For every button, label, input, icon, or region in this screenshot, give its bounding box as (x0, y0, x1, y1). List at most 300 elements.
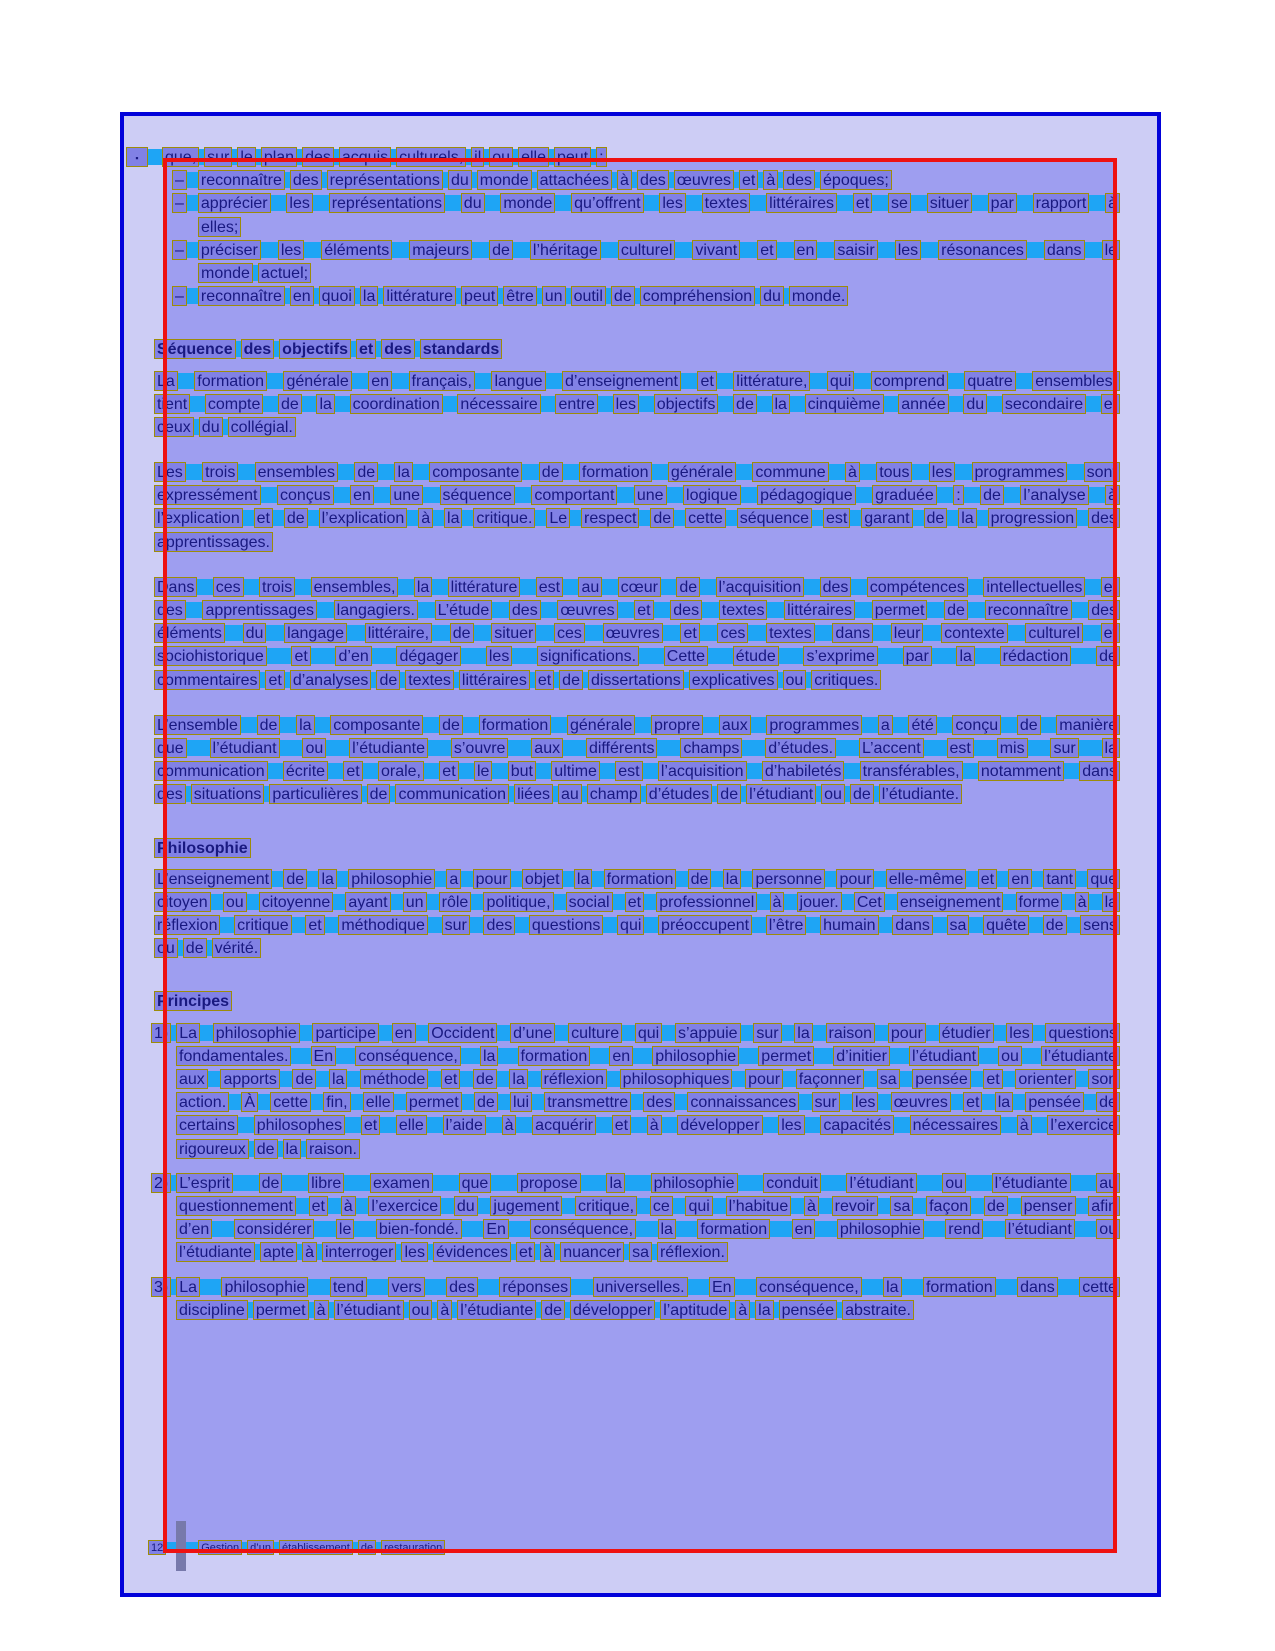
block-intro-line (135, 147, 1120, 170)
word-highlight: la (794, 1023, 812, 1043)
space-highlight (644, 195, 660, 211)
space-highlight (911, 195, 927, 211)
space-highlight (1089, 195, 1105, 211)
word-highlight: la (958, 508, 976, 528)
space-highlight (1008, 625, 1026, 641)
word-highlight: critique, (575, 1196, 637, 1216)
word-highlight: ou (998, 1046, 1022, 1066)
text-line (154, 991, 1120, 1014)
word-highlight: sur (753, 1023, 781, 1043)
word-highlight: les (486, 646, 512, 666)
space-highlight (337, 871, 348, 887)
word-highlight: s’exprime (803, 646, 877, 666)
word-highlight: pour (888, 1023, 926, 1043)
word-highlight: monde (477, 170, 532, 190)
word-highlight: ou (821, 784, 845, 804)
word-highlight: du (243, 623, 267, 643)
word-highlight: la (606, 1173, 624, 1193)
space-highlight (486, 1117, 502, 1133)
word-highlight: ensembles (255, 462, 338, 482)
text-line (154, 170, 1120, 193)
space-highlight (644, 894, 656, 910)
word-highlight: langue (491, 371, 545, 391)
space-highlight (894, 1117, 910, 1133)
space-highlight (1067, 464, 1083, 480)
space-highlight (311, 1094, 323, 1110)
word-highlight: l’être (766, 915, 807, 935)
word-highlight: œuvres (557, 600, 617, 620)
word-highlight: et (254, 508, 273, 528)
word-highlight: philosophie (837, 1219, 924, 1239)
word-highlight: L’esprit (176, 1173, 233, 1193)
word-highlight: : (953, 485, 963, 505)
space-highlight (515, 487, 531, 503)
word-highlight: En (311, 1046, 337, 1066)
word-highlight: reconnaître (198, 170, 285, 190)
word-highlight: et (361, 1115, 380, 1135)
word-highlight: l’étudiant (334, 1300, 404, 1320)
word-highlight: la (480, 1046, 498, 1066)
block-para-philosophie (154, 869, 1120, 962)
word-highlight: comprend (871, 371, 948, 391)
word-highlight: ces (554, 623, 585, 643)
word-highlight: les (278, 240, 304, 260)
word-highlight: afin (1088, 1196, 1120, 1216)
word-highlight: écrite (283, 761, 328, 781)
space-highlight (380, 1117, 396, 1133)
space-highlight (508, 740, 531, 756)
word-highlight: la (394, 462, 412, 482)
word-highlight: conséquence, (355, 1046, 461, 1066)
word-highlight: cœur (618, 577, 661, 597)
word-highlight: participe (312, 1023, 378, 1043)
space-highlight (966, 871, 977, 887)
word-highlight: transmettre (544, 1092, 631, 1112)
space-highlight (652, 464, 668, 480)
footer-title (198, 1540, 445, 1555)
space-highlight (639, 396, 654, 412)
word-highlight: la (1102, 738, 1120, 758)
space-highlight (187, 195, 198, 211)
word-highlight: logique (683, 485, 741, 505)
word-highlight: L’ensemble (154, 715, 241, 735)
word-highlight: de (450, 623, 474, 643)
word-highlight: Cette (664, 646, 708, 666)
word-highlight: en (794, 240, 818, 260)
word-highlight: actuel; (258, 263, 311, 283)
space-highlight (996, 1279, 1017, 1295)
word-highlight: en (792, 1219, 816, 1239)
word-highlight: examen (370, 1173, 433, 1193)
word-highlight: à (647, 1115, 662, 1135)
word-highlight: fin, (323, 1092, 350, 1112)
space-highlight (782, 1025, 795, 1041)
space-highlight (563, 464, 579, 480)
word-highlight: à (314, 1300, 329, 1320)
space-highlight (398, 579, 413, 595)
text-line (154, 1300, 1120, 1323)
word-highlight: de (688, 869, 712, 889)
space-highlight (1085, 242, 1102, 258)
space-highlight (208, 1071, 221, 1087)
space-highlight (563, 740, 586, 756)
space-highlight (317, 602, 334, 618)
space-highlight (338, 464, 354, 480)
word-highlight: qu’offrent (571, 193, 643, 213)
space-highlight (955, 464, 971, 480)
space-highlight (951, 1094, 963, 1110)
word-highlight: la (574, 869, 592, 889)
space-highlight (1003, 1071, 1016, 1087)
space-highlight (854, 373, 870, 389)
space-highlight (570, 510, 581, 526)
list-marker: 1) (151, 1023, 171, 1043)
word-highlight: penser (1021, 1196, 1076, 1216)
word-highlight: de (354, 462, 378, 482)
space-highlight (280, 717, 296, 733)
space-highlight (427, 894, 439, 910)
space-highlight (392, 373, 408, 389)
space-highlight (921, 242, 938, 258)
space-highlight (805, 1117, 821, 1133)
block-heading-principes (154, 991, 1120, 1014)
word-highlight: est (615, 761, 642, 781)
space-highlight (244, 579, 259, 595)
word-highlight: et (1101, 394, 1120, 414)
word-highlight: l’explication (154, 508, 243, 528)
word-highlight: de (1096, 646, 1120, 666)
space-highlight (461, 1048, 480, 1064)
word-highlight: tous (876, 462, 912, 482)
space-highlight (354, 1221, 375, 1237)
word-highlight: l’étudiant (846, 1173, 916, 1193)
space-highlight (864, 1071, 877, 1087)
word-highlight: aux (719, 715, 751, 735)
word-highlight: à (763, 170, 778, 190)
word-highlight: textes (766, 623, 815, 643)
space-highlight (535, 510, 546, 526)
space-highlight (423, 487, 439, 503)
space-highlight (462, 510, 473, 526)
word-highlight: collégial. (228, 417, 296, 437)
word-highlight: littéraires (459, 670, 530, 690)
word-highlight: et (1101, 623, 1120, 643)
word-highlight: et (634, 600, 653, 620)
word-highlight: des (820, 577, 852, 597)
space-highlight (815, 1221, 836, 1237)
space-highlight (238, 1117, 254, 1133)
word-highlight: à (617, 170, 632, 190)
space-highlight (314, 1221, 335, 1237)
word-highlight: questions (1045, 1023, 1120, 1043)
word-highlight: du (454, 1196, 478, 1216)
word-highlight: apprécier (198, 193, 271, 213)
space-highlight (475, 373, 491, 389)
space-highlight (497, 1071, 510, 1087)
space-highlight (478, 1279, 499, 1295)
space-highlight (1013, 1094, 1025, 1110)
word-highlight: sa (629, 1242, 652, 1262)
word-highlight: des (1088, 508, 1120, 528)
space-highlight (1001, 717, 1017, 733)
space-highlight (304, 242, 321, 258)
word-highlight: composante (429, 462, 522, 482)
word-highlight: et (625, 892, 644, 912)
space-highlight (923, 625, 941, 641)
word-highlight: et (963, 1092, 982, 1112)
text-line (154, 670, 1120, 693)
word-highlight: des (643, 1092, 675, 1112)
space-highlight (617, 487, 633, 503)
word-highlight: de (650, 508, 674, 528)
word-highlight: de (183, 938, 207, 958)
space-highlight (662, 1025, 675, 1041)
word-highlight: des (241, 339, 275, 359)
space-highlight (148, 149, 162, 165)
word-highlight: différents (586, 738, 658, 758)
word-highlight: trois (259, 577, 295, 597)
word-highlight: des (783, 170, 815, 190)
word-highlight: d’analyses (290, 670, 372, 690)
space-highlight (971, 1071, 984, 1087)
word-highlight: L’accent (859, 738, 924, 758)
space-highlight (661, 579, 676, 595)
space-highlight (836, 740, 859, 756)
space-highlight (536, 763, 551, 779)
space-highlight (432, 579, 447, 595)
text-line (154, 339, 1120, 362)
space-highlight (1001, 1117, 1017, 1133)
word-highlight: sur (812, 1092, 840, 1112)
space-highlight (1028, 740, 1051, 756)
word-highlight: des (381, 339, 415, 359)
word-highlight: situer (491, 623, 536, 643)
space-highlight (637, 1198, 650, 1214)
word-highlight: permet (758, 1046, 814, 1066)
space-highlight (300, 1025, 313, 1041)
word-highlight: pensée (912, 1069, 971, 1089)
word-highlight: méthode (360, 1069, 428, 1089)
space-highlight (325, 917, 339, 933)
word-highlight: communication (395, 784, 509, 804)
word-highlight: façon (926, 1196, 971, 1216)
space-highlight (1016, 373, 1032, 389)
space-highlight (541, 602, 558, 618)
word-highlight: libre (308, 1173, 344, 1193)
space-highlight (657, 740, 680, 756)
space-highlight (1022, 1048, 1041, 1064)
space-highlight (741, 487, 757, 503)
text-line (154, 623, 1120, 646)
word-highlight: objet (522, 869, 563, 889)
footer-word: d’un (247, 1540, 274, 1555)
footer-word: établissement (279, 1540, 353, 1555)
word-highlight: action. (176, 1092, 229, 1112)
word-highlight: ou (942, 1173, 966, 1193)
word-highlight: formation (194, 371, 267, 391)
space-highlight (964, 487, 980, 503)
word-highlight: progression (988, 508, 1078, 528)
space-highlight (187, 288, 198, 304)
word-highlight: culture (568, 1023, 622, 1043)
space-highlight (536, 625, 554, 641)
text-line (154, 1242, 1120, 1265)
word-highlight: particulières (269, 784, 361, 804)
word-highlight: à (1075, 892, 1090, 912)
word-highlight: À (241, 1092, 258, 1112)
space-highlight (352, 373, 368, 389)
word-highlight: générale (668, 462, 736, 482)
space-highlight (968, 602, 985, 618)
word-highlight: l’acquisition (658, 761, 747, 781)
space-highlight (326, 740, 349, 756)
word-highlight: que (154, 738, 187, 758)
space-highlight (555, 1025, 568, 1041)
space-highlight (302, 396, 317, 412)
space-highlight (474, 625, 492, 641)
space-highlight (554, 894, 566, 910)
word-highlight: la (723, 869, 741, 889)
word-highlight: Occident (428, 1023, 497, 1043)
word-highlight: rend (945, 1219, 983, 1239)
word-highlight: de (259, 1173, 283, 1193)
word-highlight: ces (213, 577, 244, 597)
word-highlight: la (1102, 892, 1120, 912)
word-highlight: formation (518, 1046, 591, 1066)
space-highlight (607, 1071, 620, 1087)
list-marker: – (172, 286, 187, 306)
word-highlight: textes (702, 193, 751, 213)
word-highlight: la (658, 1219, 676, 1239)
space-highlight (585, 625, 603, 641)
word-highlight: les (286, 193, 312, 213)
word-highlight: littérature, (733, 371, 810, 391)
word-highlight: compétences (867, 577, 968, 597)
space-highlight (498, 1048, 517, 1064)
word-highlight: au (578, 577, 602, 597)
block-dash-item-1 (154, 170, 1120, 193)
word-highlight: majeurs (409, 240, 472, 260)
word-highlight: comportant (531, 485, 617, 505)
word-highlight: ce (650, 1196, 673, 1216)
space-highlight (280, 1071, 293, 1087)
word-highlight: d’habiletés (762, 761, 845, 781)
word-highlight: de (541, 1300, 565, 1320)
word-highlight: humain (820, 915, 878, 935)
word-highlight: explicatives (689, 670, 778, 690)
text-line (154, 508, 1120, 531)
space-highlight (937, 717, 953, 733)
space-highlight (878, 1094, 890, 1110)
text-line (154, 394, 1120, 417)
text-line (154, 715, 1120, 738)
word-highlight: commune (752, 462, 828, 482)
space-highlight (197, 579, 212, 595)
space-highlight (893, 717, 909, 733)
space-highlight (1089, 487, 1105, 503)
word-highlight: : (596, 147, 606, 167)
space-highlight (435, 871, 446, 887)
footer-separator-bar (176, 1521, 186, 1571)
text-line (154, 462, 1120, 485)
word-highlight: expressément (154, 485, 261, 505)
word-highlight: l’héritage (530, 240, 601, 260)
space-highlight (328, 1198, 341, 1214)
space-highlight (187, 740, 210, 756)
word-highlight: enseignement (897, 892, 1004, 912)
word-highlight: mis (997, 738, 1028, 758)
space-highlight (890, 1048, 909, 1064)
word-highlight: dans (1017, 1277, 1058, 1297)
word-highlight: entre (555, 394, 597, 414)
space-highlight (190, 396, 205, 412)
text-line (154, 869, 1120, 892)
word-highlight: littéraire, (365, 623, 432, 643)
space-highlight (520, 579, 535, 595)
word-highlight: des (1088, 600, 1120, 620)
space-highlight (1085, 579, 1100, 595)
word-highlight: culturel (1025, 623, 1083, 643)
word-highlight: Philosophie (154, 838, 251, 858)
word-highlight: et (535, 670, 554, 690)
space-highlight (900, 1071, 913, 1087)
word-highlight: Principes (154, 991, 232, 1011)
word-highlight: est (823, 508, 850, 528)
space-highlight (913, 1198, 926, 1214)
space-highlight (636, 1221, 657, 1237)
block-heading-philosophie (154, 838, 1120, 861)
space-highlight (407, 510, 418, 526)
word-highlight: de (474, 1092, 498, 1112)
text-line (154, 577, 1120, 600)
word-highlight: ensembles, (1032, 371, 1120, 391)
space-highlight (1033, 1025, 1046, 1041)
space-highlight (462, 1094, 474, 1110)
word-highlight: dégager (396, 646, 461, 666)
footer-word: de (358, 1540, 376, 1555)
space-highlight (735, 1279, 756, 1295)
word-highlight: situations (191, 784, 265, 804)
space-highlight (1076, 871, 1087, 887)
list-marker: 2) (151, 1173, 171, 1193)
space-highlight (1017, 195, 1033, 211)
space-highlight (810, 373, 826, 389)
word-highlight: quoi (319, 286, 355, 306)
space-highlight (516, 1117, 532, 1133)
word-highlight: année (898, 394, 949, 414)
word-highlight: des (154, 600, 186, 620)
word-highlight: programmes (766, 715, 862, 735)
space-highlight (926, 1025, 939, 1041)
space-highlight (875, 1025, 888, 1041)
word-highlight: bien-fondé. (376, 1219, 462, 1239)
word-highlight: que (1087, 869, 1120, 889)
word-highlight: textes (405, 670, 454, 690)
space-highlight (676, 1221, 697, 1237)
word-highlight: l’étudiante. (879, 784, 962, 804)
word-highlight: les (778, 1115, 804, 1135)
word-highlight: monde. (789, 286, 848, 306)
word-highlight: Dans (154, 577, 197, 597)
word-highlight: discipline (176, 1300, 248, 1320)
space-highlight (741, 1025, 754, 1041)
space-highlight (413, 464, 429, 480)
word-highlight: les (613, 394, 639, 414)
word-highlight: citoyenne (259, 892, 334, 912)
text-line (154, 193, 1120, 216)
word-highlight: champ (587, 784, 641, 804)
space-highlight (740, 242, 757, 258)
